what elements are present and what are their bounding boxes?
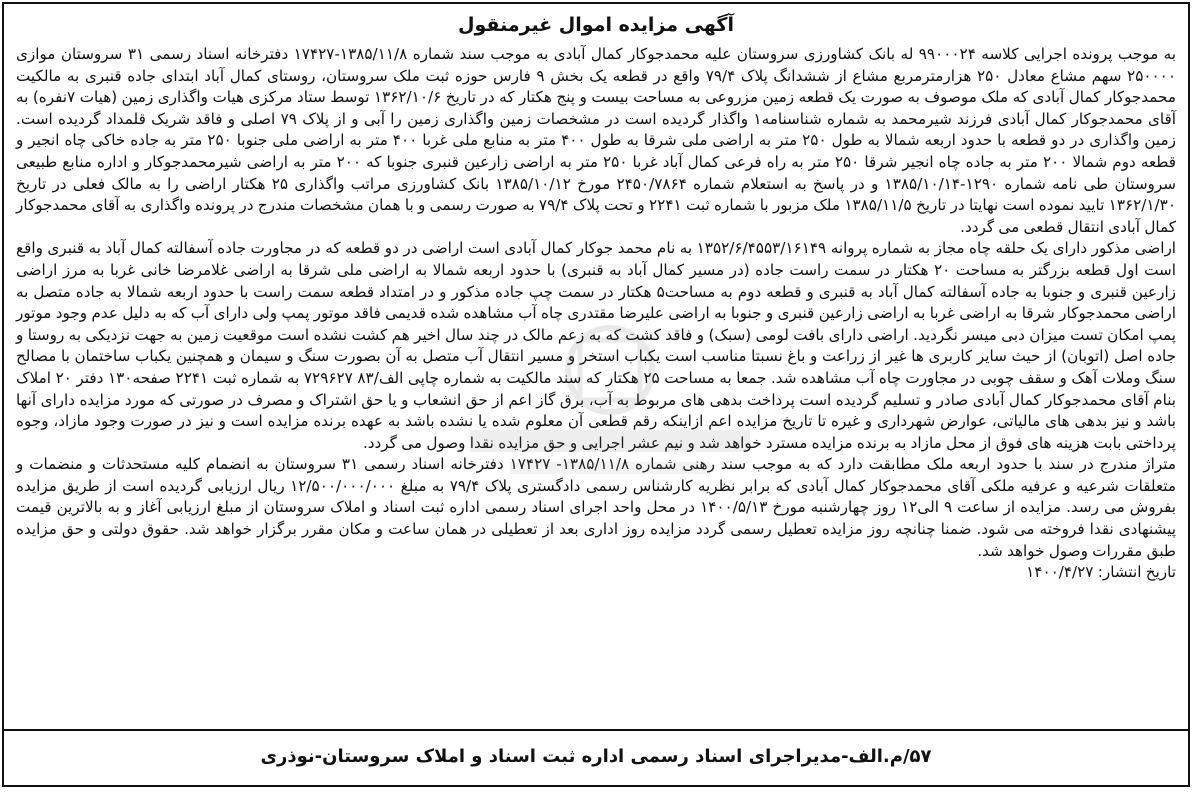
publish-date: تاریخ انتشار: ۱۴۰۰/۴/۲۷: [1026, 563, 1176, 582]
notice-frame: [2, 2, 1190, 787]
footer-divider: [4, 729, 1188, 731]
notice-body: [16, 44, 1176, 584]
notice-paragraph-3: متراژ مندرج در سند با حدود اربعه ملک مطابقت دارد که به موجب سند رهنی شماره ۱۳۸۵/۱۱/۸- ۱۷۴۲۷ دفترخانه اسناد رسمی ۳۱ سروستان به انضمام کلیه مستحدثات و منضمات و متعلقات شرعیه و عرفیه ملکی آقای محمدجوکار کمال آبادی که برابر نظریه کارشناس رسمی دادگستری پلاک ۷۹/۴ به مبلغ ۱۲/۵۰۰/۰۰۰/۰۰۰ ریال ارزیابی گردیده است از طریق مزایده بفروش می رسد. مزایده از ساعت ۹ الی۱۲ روز چهارشنبه مورخ ۱۴۰۰/۵/۱۳ در محل واحد اجرای اسناد رسمی اداره ثبت اسناد و املاک سروستان از مبلغ ارزیابی آغاز و به بالاترین قیمت پیشنهادی نقدا فروخته می شود. ضمنا چنانچه روز مزایده تعطیل رسمی گردد مزایده روز اداری بعد از تعطیلی در همان ساعت و مکان مقرر برگزار خواهد شد. حقوق دولتی و حق مزایده طبق مقررات وصول خواهد شد.: [16, 455, 1177, 560]
notice-title: آگهی مزایده اموال غیرمنقول: [458, 14, 734, 36]
notice-signature: ۵۷/م.الف-مدیراجرای اسناد رسمی اداره ثبت اسناد و املاک سروستان-نوذری: [260, 746, 932, 767]
notice-paragraph-1: به موجب پرونده اجرایی کلاسه ۹۹۰۰۰۲۴ له بانک کشاورزی سروستان علیه محمدجوکار کمال آبادی به موجب سند شماره ۱۳۸۵/۱۱/۸-۱۷۴۲۷ دفترخانه اسناد رسمی ۳۱ سروستان موازی ۲۵۰۰۰۰ سهم مشاع معادل ۲۵۰ هزارمترمربع مشاع از ششدانگ پلاک ۷۹/۴ واقع در قطعه یک بخش ۹ فارس حوزه ثبت ملک سروستان، روستای کمال آباد ابتدای جاده قنبری به مالکیت محمدجوکار کمال آبادی که ملک موصوف به صورت یک قطعه زمین مزروعی به مساحت بیست و پنج هکتار که در تاریخ ۱۳۶۲/۱۰/۶ توسط ستاد مرکزی هیات واگذاری زمین (هیات ۷نفره) به آقای محمدجوکار کمال آبادی فرزند شیرمحمد به شماره شناسنامه۱ واگذار گردیده است در مشخصات زمین واگذاری زمین را آبی و از پلاک ۷۹ اصلی و فاقد شریک قلمداد گردیده است. زمین واگذاری در دو قطعه با حدود اربعه شمالا به طول ۲۵۰ متر به اراضی ملی شرقا به طول ۴۰۰ متر به منابع ملی غربا ۴۰۰ متر به اراضی ملی جنوبا ۲۵۰ متر به جاده خاکی چاه انجیر و قطعه دوم شمالا ۲۰۰ متر به جاده چاه انجیر شرقا ۲۵۰ متر به راه فرعی کمال آباد غربا ۲۵۰ متر به اراضی زارعین قنبری جنوبا که ۲۰۰ متر به اراضی شیرمحمدجوکار و اداره منابع طبیعی سروستان طی نامه شماره ۱۲۹۰-۱۳۸۵/۱۰/۱۴ و در پاسخ به استعلام شماره ۲۴۵۰/۷۸۶۴ مورخ ۱۳۸۵/۱۰/۱۲ بانک کشاورزی مراتب واگذاری ۲۵ هکتار اراضی را به مالک فعلی در تاریخ ۱۳۶۲/۱/۳۰ تایید نموده است نهایتا در تاریخ ۱۳۸۵/۱۱/۵ ملک مزبور با شماره ثبت ۲۲۴۱ و تحت پلاک ۷۹/۴ به صورت رسمی و با همان مشخصات مندرج در پرونده واگذاری به آقای محمدجوکار کمال آبادی انتقال قطعی می گردد.: [16, 45, 1177, 236]
notice-paragraph-2: اراضی مذکور دارای یک حلقه چاه مجاز به شماره پروانه ۱۳۵۲/۶/۴۵۵۳/۱۶۱۴۹ به نام محمد جوکار کمال آبادی است اراضی در دو قطعه که در مجاورت جاده آسفالته کمال آباد به قنبری واقع است اول قطعه بزرگتر به مساحت ۲۰ هکتار در سمت راست جاده (در مسیر کمال آباد به قنبری) با حدود اربعه شمالا به اراضی ملی شرقا به اراضی غلامرضا خانی غربا به مرز اراضی زارعین قنبری و جنوبا به جاده آسفالته کمال آباد به قنبری و قطعه دوم به مساحت۵ هکتار در سمت چپ جاده مذکور و در امتداد قطعه سمت راست با حدود اربعه شمالا به جاده متصل به اراضی محمدجوکار شرقا به اراضی غربا به اراضی زارعین قنبری و جنوبا به اراضی علیرضا مقتدری چاه آب مشاهده شده قدیمی فاقد موتور پمپ ولی دارای آب که به دلیل عدم وجود موتور پمپ امکان تست میزان دبی میسر نگردید. اراضی دارای بافت لومی (سبک) و فاقد کشت که به زعم مالک در چند سال اخیر هم کشت نشده است موقعیت زمین به جهت نزدیکی به روستا و جاده اصل (اتوبان) از حیث سایر کاربری ها غیر از زراعت و باغ نسبتا مناسب است یکباب استخر و مسیر انتقال آب متصل به آن بصورت سنگ و سیمان و همچنین یکباب ساختمان با مصالح سنگ وملات آهک و سقف چوبی در مجاورت چاه آب مشاهده شد. جمعا به مساحت ۲۵ هکتار که سند مالکیت به شماره چاپی الف/۸۳ ۷۲۹۶۲۷ به شماره ثبت ۲۲۴۱ صفحه۱۳۰ دفتر ۲۰ املاک بنام آقای محمدجوکار کمال آبادی صادر و تسلیم گردیده است پرداخت بدهی های مربوط به آب، برق گاز اعم از حق انشعاب و یا حق اشتراک و مصرف در صورتی که مورد مزایده دارای آنها باشد و نیز بدهی های مالیاتی، عوارض شهرداری و غیره تا تاریخ مزایده اعم ازاینکه رقم قطعی آن معلوم شده یا نشده باشد به عهده برنده مزایده است و نیز در صورت وجود مازاد، وجوه پرداختی بابت هزینه های فوق از محل مازاد به برنده مزایده مسترد خواهد شد و نیم عشر اجرایی و حق مزایده نقدا وصول می گردد.: [16, 239, 1176, 452]
